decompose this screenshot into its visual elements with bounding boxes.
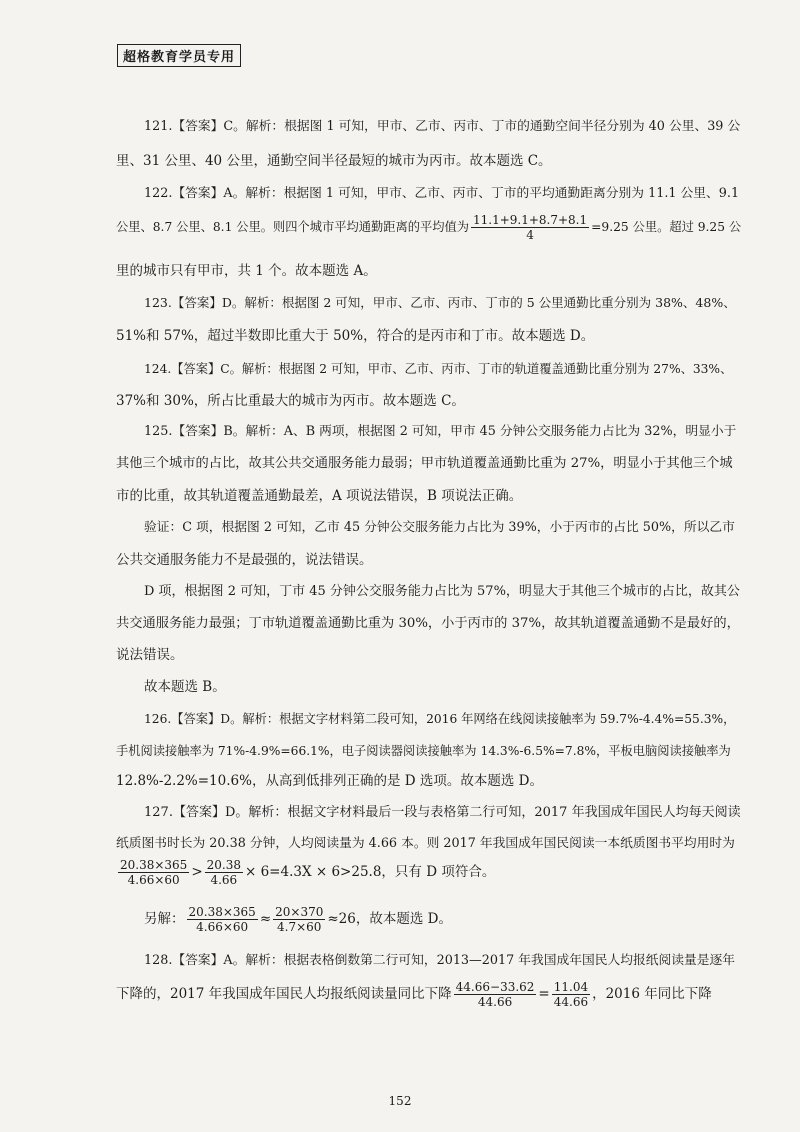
text-line: 纸质图书时长为 20.38 分钟，人均阅读量为 4.66 本。则 2017 年我国成年国民阅读一本纸质图书平均用时为 [116, 836, 735, 851]
header-label: 超格教育学员专用 [117, 44, 241, 67]
text-line-with-fraction [116, 857, 741, 887]
denominator: 4.7×60 [277, 920, 322, 934]
numerator: 44.66−33.62 [455, 980, 535, 994]
fraction [454, 980, 537, 1009]
numerator: 11.1+9.1+8.7+8.1 [473, 213, 588, 227]
text-line: 122.【答案】A。解析：根据图 1 可知，甲市、乙市、丙市、丁市的平均通勤距离分别为 11.1 公里、9.1 [144, 186, 740, 201]
text-line: 121.【答案】C。解析：根据图 1 可知，甲市、乙市、丙市、丁市的通勤空间半径分别为 40 公里、39 公 [144, 119, 741, 134]
text-segment: = [538, 986, 550, 1002]
text-segment: 另解： [144, 911, 185, 927]
text-line-with-fraction [144, 904, 741, 934]
text-line: 手机阅读接触率为 71%-4.9%=66.1%，电子阅读器阅读接触率为 14.3%-6.5%=7.8%，平板电脑阅读接触率为 [116, 744, 731, 758]
text-segment: × 6=4.3X × 6>25.8，只有 D 项符合。 [244, 864, 496, 880]
fraction [471, 213, 589, 242]
denominator: 4.66×60 [196, 920, 249, 934]
text-segment: =9.25 公里。超过 9.25 公 [591, 220, 742, 234]
text-line: 里的城市只有甲市，共 1 个。故本题选 A。 [116, 263, 377, 279]
text-segment: 公里、8.7 公里、8.1 公里。则四个城市平均通勤距离的平均值为 [116, 220, 469, 234]
text-line: 12.8%-2.2%=10.6%，从高到低排列正确的是 D 选项。故本题选 D。 [116, 773, 543, 789]
numerator: 20×370 [275, 905, 324, 919]
text-line: 公共交通服务能力不是最强的，说法错误。 [116, 552, 373, 568]
text-line-with-fraction [116, 212, 741, 242]
text-segment: 下降的，2017 年我国成年国民人均报纸阅读量同比下降 [116, 986, 452, 1002]
text-line: 里、31 公里、40 公里，通勤空间半径最短的城市为丙市。故本题选 C。 [116, 153, 552, 169]
denominator: 44.66 [553, 995, 589, 1009]
text-line: 123.【答案】D。解析：根据图 2 可知，甲市、乙市、丙市、丁市的 5 公里通勤比重分别为 38%、48%、 [144, 295, 736, 310]
fraction [552, 980, 590, 1009]
text-line: 128.【答案】A。解析：根据表格倒数第二行可知，2013—2017 年我国成年国民人均报纸阅读量是逐年 [144, 953, 736, 968]
numerator: 20.38 [206, 858, 241, 872]
denominator: 44.66 [477, 995, 513, 1009]
text-line: 其他三个城市的占比，故其公共交通服务能力最弱；甲市轨道覆盖通勤比重为 27%，明显小于其他三个城 [116, 456, 733, 471]
fraction [187, 905, 258, 934]
fraction [118, 858, 189, 887]
text-line: 125.【答案】B。解析：A、B 两项，根据图 2 可知，甲市 45 分钟公交服务能力占比为 32%，明显小于 [144, 424, 737, 439]
text-line: 说法错误。 [116, 647, 184, 663]
denominator: 4 [526, 228, 534, 242]
text-line: 故本题选 B。 [144, 679, 226, 695]
text-line: 124.【答案】C。解析：根据图 2 可知，甲市、乙市、丙市、丁市的轨道覆盖通勤比重分别为 27%、33%、 [144, 362, 733, 376]
fraction [273, 905, 325, 934]
numerator: 20.38×365 [120, 858, 188, 872]
text-line: D 项，根据图 2 可知，丁市 45 分钟公交服务能力占比为 57%，明显大于其他三个城市的占比，故其公 [144, 584, 740, 599]
text-segment: ，2016 年同比下降 [592, 986, 712, 1002]
numerator: 11.04 [553, 980, 589, 994]
fraction [205, 858, 243, 887]
text-line: 51%和 57%，超过半数即比重大于 50%，符合的是丙市和丁市。故本题选 D。 [116, 328, 595, 344]
text-line: 市的比重，故其轨道覆盖通勤最差，A 项说法错误，B 项说法正确。 [116, 488, 523, 504]
denominator: 4.66 [210, 873, 238, 887]
text-line: 验证：C 项，根据图 2 可知，乙市 45 分钟公交服务能力占比为 39%，小于丙市的占比 50%，所以乙市 [144, 520, 735, 535]
text-line: 37%和 30%，所占比重最大的城市为丙市。故本题选 C。 [116, 393, 465, 409]
denominator: 4.66×60 [127, 873, 180, 887]
numerator: 20.38×365 [188, 905, 256, 919]
page-number: 152 [388, 1094, 412, 1108]
text-line: 127.【答案】D。解析：根据文字材料最后一段与表格第二行可知，2017 年我国成年国民人均每天阅读 [144, 805, 741, 820]
text-segment: ≈26，故本题选 D。 [327, 911, 452, 927]
text-segment: > [191, 864, 203, 880]
text-segment: ≈ [259, 911, 272, 927]
text-line-with-fraction [116, 979, 741, 1009]
text-line: 共交通服务能力最强；丁市轨道覆盖通勤比重为 30%，小于丙市的 37%，故其轨道覆盖通勤不是最好的， [116, 616, 740, 631]
text-line: 126.【答案】D。解析：根据文字材料第二段可知，2016 年网络在线阅读接触率为 59.7%-4.4%=55.3%， [144, 712, 736, 726]
